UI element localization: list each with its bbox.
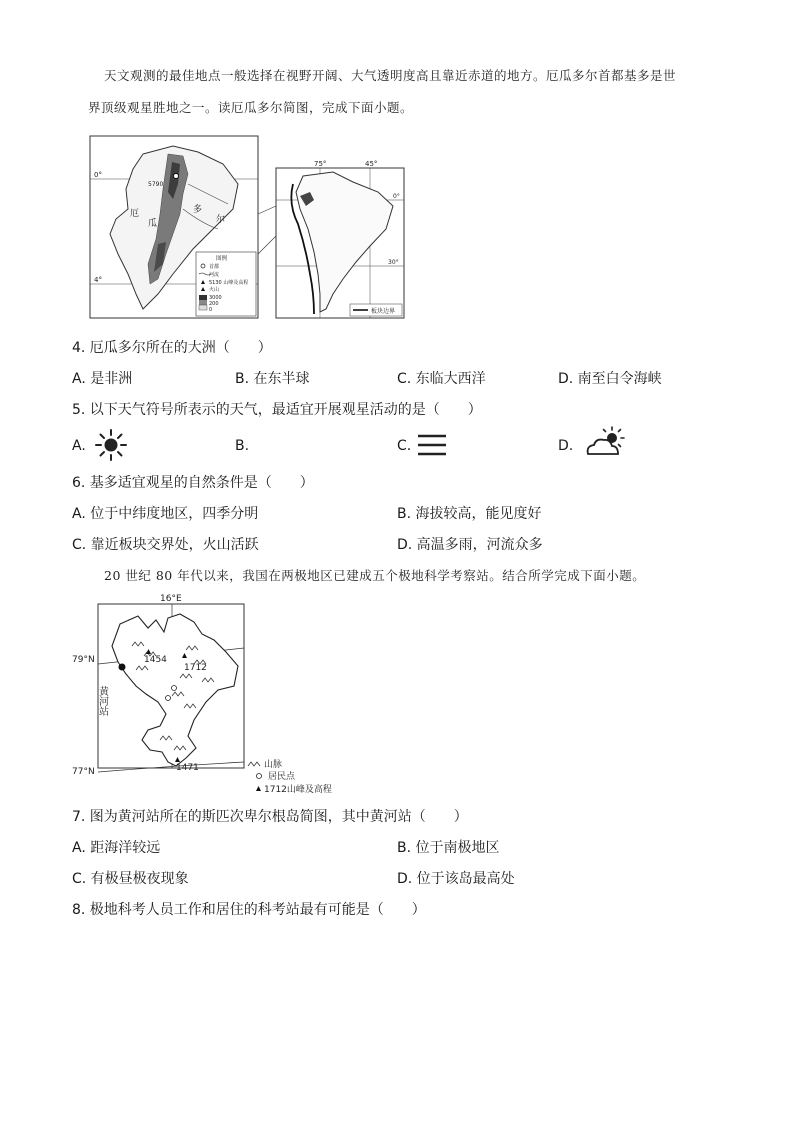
lat-77n-label: 77°N [72, 767, 95, 777]
question-4-option-b[interactable]: B. 在东半球 [235, 371, 310, 387]
legend-elev-high: 3000 [209, 295, 222, 301]
legend-elev-mid: 200 [209, 301, 219, 307]
question-4-option-c[interactable]: C. 东临大西洋 [397, 371, 486, 387]
svalbard-map-figure [72, 590, 366, 800]
legend-title: 图例 [216, 256, 228, 262]
ecuador-lat-4-label: 4° [94, 276, 102, 284]
question-7-option-b[interactable]: B. 位于南极地区 [397, 840, 500, 856]
partly-cloudy-icon [584, 426, 626, 458]
question-5-option-a[interactable]: A. [72, 438, 86, 454]
label-e: 厄 [130, 209, 140, 219]
label-duo: 多 [193, 205, 203, 215]
peak-1471-label: 1471 [176, 763, 199, 773]
question-6-stem: 6. 基多适宜观星的自然条件是（ ） [72, 475, 314, 491]
yellow-river-station-label: 黄河站 [96, 686, 108, 716]
lon-45-label: 45° [365, 160, 378, 168]
question-7-option-c[interactable]: C. 有极昼极夜现象 [72, 871, 189, 887]
legend-volcano: 火山 [209, 287, 220, 293]
question-5-stem: 5. 以下天气符号所表示的天气，最适宜开展观星活动的是（ ） [72, 402, 482, 418]
label-er: 尔 [216, 215, 226, 225]
question-6-option-c[interactable]: C. 靠近板块交界处，火山活跃 [72, 537, 259, 553]
question-5-option-d[interactable]: D. [558, 438, 574, 454]
legend-capital: 首都 [209, 264, 220, 270]
legend-elev-low: 0 [209, 307, 213, 313]
question-7-option-a[interactable]: A. 距海洋较远 [72, 840, 161, 856]
label-gua: 瓜 [148, 219, 158, 229]
lon-16e-label: 16°E [160, 594, 182, 604]
lon-75-label: 75° [314, 160, 327, 168]
peak-height-label: 5790 [148, 181, 164, 188]
question-7-stem: 7. 图为黄河站所在的斯匹次卑尔根岛简图，其中黄河站（ ） [72, 809, 468, 825]
question-7-option-d[interactable]: D. 位于该岛最高处 [397, 871, 515, 887]
ecuador-map-figure [88, 134, 418, 324]
intro-paragraph-1 [104, 66, 676, 86]
intro-1-line-2: 界顶级观星胜地之一。读厄瓜多尔简图，完成下面小题。 [88, 100, 414, 115]
yellow-river-station-marker [119, 664, 126, 671]
question-6-option-b[interactable]: B. 海拔较高，能见度好 [397, 506, 542, 522]
question-8-stem: 8. 极地科考人员工作和居住的科考站最有可能是（ ） [72, 902, 426, 918]
quito-capital-marker [174, 174, 179, 179]
legend-river: 河流 [209, 272, 220, 278]
question-5-option-b[interactable]: B. [235, 438, 250, 454]
fog-icon [416, 432, 448, 458]
question-4-stem: 4. 厄瓜多尔所在的大洲（ ） [72, 340, 272, 356]
legend-peak: 5130 山峰及高程 [209, 280, 249, 286]
intro-paragraph-2 [104, 566, 645, 586]
ecuador-lat-0-label: 0° [94, 171, 102, 179]
sunny-icon [94, 428, 128, 462]
sa-lat-0-label: 0° [393, 193, 400, 200]
legend-settlement-label: 居民点 [268, 772, 296, 782]
legend-peak-label: 1712山峰及高程 [264, 785, 332, 795]
question-6-option-a[interactable]: A. 位于中纬度地区，四季分明 [72, 506, 259, 522]
question-4-option-a[interactable]: A. 是非洲 [72, 371, 133, 387]
peak-1454-label: 1454 [144, 655, 167, 665]
question-4-option-d[interactable]: D. 南至白令海峡 [558, 371, 662, 387]
lat-79n-label: 79°N [72, 655, 95, 665]
intro-paragraph-1b [88, 98, 413, 118]
question-6-option-d[interactable]: D. 高温多雨，河流众多 [397, 537, 543, 553]
legend-mountain-label: 山脉 [264, 760, 283, 770]
intro-2-line-1: 20 世纪 80 年代以来，我国在两极地区已建成五个极地科学考察站。结合所学完成下面小题。 [104, 568, 646, 583]
question-5-option-c[interactable]: C. [397, 438, 412, 454]
plate-boundary-legend: 板块边界 [371, 308, 396, 315]
sa-lat-30-label: 30° [388, 259, 399, 266]
peak-1712-label: 1712 [184, 663, 207, 673]
intro-1-line-1: 天文观测的最佳地点一般选择在视野开阔、大气透明度高且靠近赤道的地方。厄瓜多尔首都基多是世 [104, 68, 677, 83]
